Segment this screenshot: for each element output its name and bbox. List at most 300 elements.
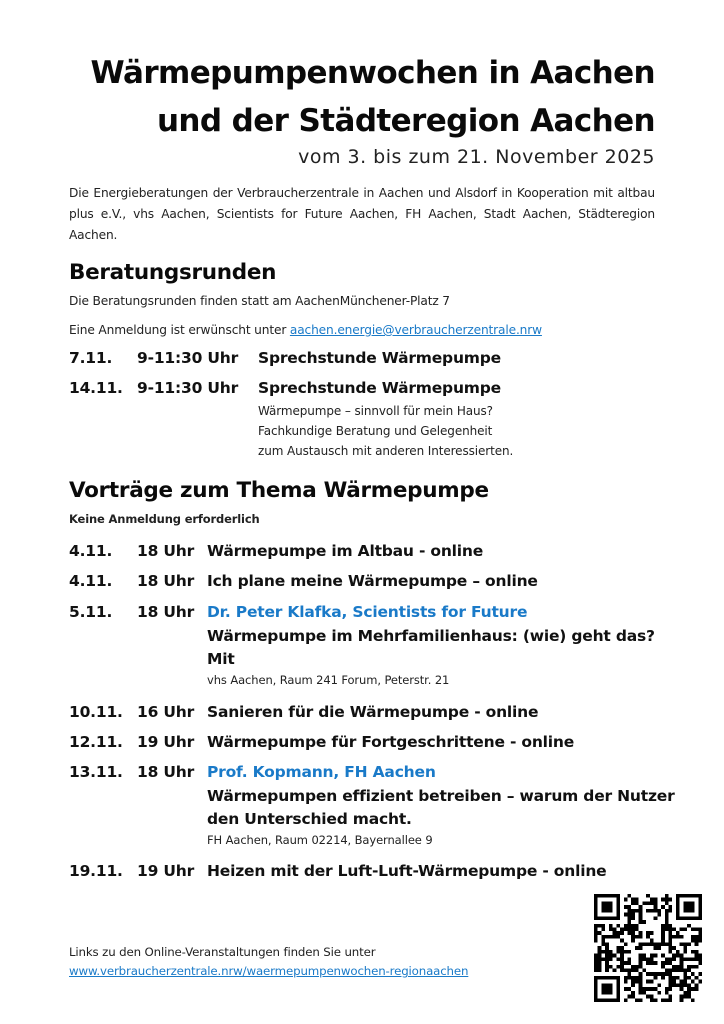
qr-module — [698, 972, 702, 976]
talk-title: Wärmepumpen effizient betreiben – warum der Nutzer — [207, 787, 675, 805]
qr-finder — [601, 901, 612, 912]
qr-module — [695, 939, 699, 943]
talk-title: Heizen mit der Luft-Luft-Wärmepumpe - online — [207, 862, 607, 880]
talk-date: 4.11. — [69, 572, 113, 590]
qr-module — [676, 950, 680, 954]
qr-module — [654, 946, 658, 950]
qr-module — [628, 928, 632, 932]
qr-module — [639, 909, 643, 913]
qr-module — [661, 898, 665, 902]
qr-module — [624, 980, 628, 984]
qr-module — [698, 928, 702, 932]
qr-module — [657, 983, 661, 987]
qr-module — [616, 950, 620, 954]
qr-module — [609, 950, 613, 954]
qr-module — [672, 965, 676, 969]
qr-module — [598, 965, 602, 969]
qr-module — [657, 942, 661, 946]
qr-module — [672, 976, 676, 980]
qr-module — [661, 924, 665, 928]
qr-module — [687, 965, 691, 969]
qr-module — [601, 924, 605, 928]
qr-module — [609, 954, 613, 958]
qr-module — [624, 898, 628, 902]
qr-module — [650, 939, 654, 943]
talk-time: 16 Uhr — [137, 703, 195, 721]
qr-module — [646, 894, 650, 898]
qr-module — [639, 980, 643, 984]
qr-code-icon[interactable] — [594, 893, 702, 1003]
qr-module — [650, 931, 654, 935]
qr-module — [635, 935, 639, 939]
qr-module — [639, 976, 643, 980]
qr-module — [598, 931, 602, 935]
qr-module — [635, 965, 639, 969]
qr-module — [680, 965, 684, 969]
qr-module — [668, 931, 672, 935]
qr-module — [665, 920, 669, 924]
qr-module — [646, 980, 650, 984]
qr-module — [631, 928, 635, 932]
qr-finder — [676, 916, 702, 920]
qr-module — [635, 976, 639, 980]
qr-module — [661, 905, 665, 909]
qr-module — [609, 928, 613, 932]
registration-prefix: Eine Anmeldung ist erwünscht unter — [69, 323, 290, 337]
qr-module — [628, 957, 632, 961]
qr-module — [642, 901, 646, 905]
qr-module — [631, 980, 635, 984]
qr-module — [661, 998, 665, 1002]
qr-module — [646, 995, 650, 999]
qr-align — [668, 968, 672, 987]
qr-module — [665, 972, 669, 976]
qr-module — [654, 898, 658, 902]
talk-title: Wärmepumpe im Mehrfamilienhaus: (wie) geht das? — [207, 627, 655, 645]
qr-module — [620, 928, 624, 932]
qr-finder — [594, 998, 620, 1002]
qr-module — [631, 983, 635, 987]
qr-module — [691, 928, 695, 932]
qr-module — [661, 976, 665, 980]
qr-module — [601, 935, 605, 939]
qr-finder — [616, 976, 620, 1002]
qr-module — [616, 935, 620, 939]
qr-finder — [676, 894, 702, 898]
qr-module — [650, 995, 654, 999]
qr-module — [609, 965, 613, 969]
qr-module — [683, 928, 687, 932]
qr-module — [639, 961, 643, 965]
talk-time: 18 Uhr — [137, 572, 195, 590]
qr-module — [639, 946, 643, 950]
qr-module — [698, 939, 702, 943]
talk-title: Ich plane meine Wärmepumpe – online — [207, 572, 538, 590]
qr-module — [668, 909, 672, 913]
qr-module — [624, 950, 628, 954]
qr-module — [676, 931, 680, 935]
qr-module — [594, 931, 598, 935]
qr-module — [616, 931, 620, 935]
talk-date: 12.11. — [69, 733, 123, 751]
qr-module — [661, 935, 665, 939]
qr-module — [639, 983, 643, 987]
qr-module — [631, 968, 635, 972]
qr-module — [650, 898, 654, 902]
qr-finder — [616, 894, 620, 920]
qr-module — [661, 961, 665, 965]
qr-module — [665, 987, 669, 991]
qr-module — [620, 950, 624, 954]
qr-module — [642, 954, 646, 958]
qr-module — [646, 972, 650, 976]
qr-module — [650, 972, 654, 976]
qr-module — [668, 961, 672, 965]
qr-module — [631, 898, 635, 902]
qr-module — [594, 935, 598, 939]
qr-module — [654, 916, 658, 920]
session-date: 14.11. — [69, 379, 123, 397]
talk-date: 13.11. — [69, 763, 123, 781]
qr-finder — [594, 894, 598, 920]
qr-module — [631, 935, 635, 939]
qr-module — [631, 916, 635, 920]
qr-module — [654, 961, 658, 965]
qr-module — [687, 983, 691, 987]
session-title: Sprechstunde Wärmepumpe — [258, 349, 501, 367]
qr-module — [654, 901, 658, 905]
qr-module — [668, 935, 672, 939]
qr-module — [683, 991, 687, 995]
qr-module — [698, 957, 702, 961]
qr-module — [598, 957, 602, 961]
qr-module — [635, 901, 639, 905]
qr-module — [639, 987, 643, 991]
qr-module — [631, 931, 635, 935]
beratung-registration — [69, 323, 542, 337]
qr-module — [646, 961, 650, 965]
qr-module — [598, 950, 602, 954]
qr-module — [665, 998, 669, 1002]
qr-module — [628, 909, 632, 913]
qr-module — [639, 905, 643, 909]
qr-module — [609, 957, 613, 961]
qr-module — [628, 995, 632, 999]
qr-finder — [594, 976, 620, 980]
qr-module — [668, 939, 672, 943]
qr-module — [605, 950, 609, 954]
online-links-text: Links zu den Online-Veranstaltungen finden Sie unter — [69, 945, 376, 959]
qr-module — [605, 946, 609, 950]
qr-module — [654, 987, 658, 991]
qr-module — [668, 942, 672, 946]
qr-module — [665, 898, 669, 902]
talk-time: 19 Uhr — [137, 862, 195, 880]
qr-module — [594, 965, 598, 969]
qr-module — [605, 954, 609, 958]
qr-module — [609, 924, 613, 928]
session-title: Sprechstunde Wärmepumpe — [258, 379, 501, 397]
qr-module — [657, 991, 661, 995]
qr-module — [605, 965, 609, 969]
qr-module — [668, 946, 672, 950]
qr-module — [665, 924, 669, 928]
qr-module — [642, 957, 646, 961]
qr-module — [672, 980, 676, 984]
qr-module — [657, 946, 661, 950]
qr-module — [613, 931, 617, 935]
qr-module — [639, 972, 643, 976]
qr-module — [605, 957, 609, 961]
qr-module — [680, 954, 684, 958]
qr-module — [680, 987, 684, 991]
qr-module — [672, 935, 676, 939]
qr-module — [635, 924, 639, 928]
qr-module — [639, 920, 643, 924]
qr-module — [646, 931, 650, 935]
qr-module — [628, 913, 632, 917]
qr-module — [631, 995, 635, 999]
qr-module — [639, 935, 643, 939]
qr-module — [661, 972, 665, 976]
qr-module — [594, 939, 598, 943]
qr-module — [624, 987, 628, 991]
qr-module — [601, 957, 605, 961]
session-description — [258, 401, 513, 461]
qr-module — [668, 905, 672, 909]
talk-date: 5.11. — [69, 603, 113, 621]
qr-module — [605, 935, 609, 939]
qr-module — [620, 939, 624, 943]
qr-finder — [683, 901, 694, 912]
qr-module — [657, 972, 661, 976]
qr-module — [657, 909, 661, 913]
qr-module — [594, 924, 598, 928]
qr-module — [672, 957, 676, 961]
page-title-line-2: und der Städteregion Aachen — [156, 103, 655, 139]
qr-module — [642, 942, 646, 946]
qr-module — [628, 972, 632, 976]
qr-module — [613, 935, 617, 939]
qr-module — [594, 957, 598, 961]
qr-module — [661, 939, 665, 943]
qr-module — [683, 950, 687, 954]
qr-module — [654, 976, 658, 980]
registration-email-link[interactable]: aachen.energie@verbraucherzentrale.nrw — [289, 323, 542, 337]
talk-title: Wärmepumpe für Fortgeschrittene - online — [207, 733, 575, 751]
qr-module — [698, 935, 702, 939]
qr-module — [676, 935, 680, 939]
qr-module — [613, 968, 617, 972]
qr-module — [601, 939, 605, 943]
talk-date: 19.11. — [69, 862, 123, 880]
qr-module — [695, 942, 699, 946]
qr-module — [683, 957, 687, 961]
qr-module — [631, 976, 635, 980]
qr-module — [650, 957, 654, 961]
qr-module — [613, 928, 617, 932]
qr-module — [650, 998, 654, 1002]
qr-module — [624, 998, 628, 1002]
qr-module — [616, 965, 620, 969]
qr-module — [687, 924, 691, 928]
qr-module — [620, 946, 624, 950]
qr-module — [601, 928, 605, 932]
qr-module — [695, 957, 699, 961]
qr-module — [680, 957, 684, 961]
qr-module — [695, 976, 699, 980]
qr-module — [676, 954, 680, 958]
qr-module — [661, 942, 665, 946]
session-time: 9-11:30 Uhr — [137, 349, 239, 367]
talk-date: 10.11. — [69, 703, 123, 721]
qr-module — [683, 995, 687, 999]
qr-module — [628, 931, 632, 935]
qr-module — [650, 909, 654, 913]
qr-module — [691, 980, 695, 984]
qr-module — [642, 920, 646, 924]
qr-module — [639, 931, 643, 935]
qr-module — [628, 920, 632, 924]
qr-module — [624, 905, 628, 909]
talk-location: FH Aachen, Raum 02214, Bayernallee 9 — [207, 833, 433, 847]
qr-finder — [594, 916, 620, 920]
qr-module — [620, 961, 624, 965]
vortraege-note: Keine Anmeldung erforderlich — [69, 512, 260, 526]
qr-module — [646, 901, 650, 905]
qr-module — [635, 946, 639, 950]
qr-module — [687, 987, 691, 991]
qr-module — [668, 987, 672, 991]
qr-module — [680, 935, 684, 939]
qr-module — [601, 950, 605, 954]
qr-module — [654, 909, 658, 913]
qr-module — [628, 894, 632, 898]
qr-module — [598, 968, 602, 972]
qr-module — [698, 961, 702, 965]
qr-module — [594, 928, 598, 932]
qr-module — [594, 954, 598, 958]
qr-module — [665, 991, 669, 995]
qr-module — [628, 924, 632, 928]
qr-module — [605, 961, 609, 965]
qr-module — [639, 957, 643, 961]
qr-module — [650, 901, 654, 905]
qr-align — [683, 968, 687, 987]
qr-module — [665, 909, 669, 913]
qr-module — [639, 965, 643, 969]
qr-module — [691, 987, 695, 991]
qr-module — [642, 968, 646, 972]
qr-module — [691, 935, 695, 939]
session-description-line: Fachkundige Beratung und Gelegenheit — [258, 424, 493, 438]
qr-module — [624, 961, 628, 965]
qr-module — [695, 987, 699, 991]
qr-module — [665, 928, 669, 932]
qr-module — [631, 939, 635, 943]
qr-module — [695, 954, 699, 958]
qr-module — [695, 935, 699, 939]
qr-module — [687, 957, 691, 961]
qr-module — [620, 965, 624, 969]
qr-module — [631, 909, 635, 913]
qr-module — [646, 957, 650, 961]
qr-module — [665, 961, 669, 965]
session-date: 7.11. — [69, 349, 113, 367]
qr-module — [695, 965, 699, 969]
talk-speaker: Prof. Kopmann, FH Aachen — [207, 763, 436, 781]
qr-finder — [698, 894, 702, 920]
qr-module — [598, 946, 602, 950]
qr-module — [695, 983, 699, 987]
qr-module — [609, 935, 613, 939]
qr-module — [680, 998, 684, 1002]
talk-location: vhs Aachen, Raum 241 Forum, Peterstr. 21 — [207, 673, 450, 687]
qr-module — [650, 954, 654, 958]
qr-module — [661, 928, 665, 932]
qr-module — [665, 894, 669, 898]
qr-module — [691, 939, 695, 943]
qr-module — [639, 998, 643, 1002]
qr-module — [668, 995, 672, 999]
qr-module — [691, 965, 695, 969]
qr-module — [631, 901, 635, 905]
qr-module — [668, 957, 672, 961]
qr-module — [687, 942, 691, 946]
qr-module — [624, 913, 628, 917]
qr-module — [594, 968, 598, 972]
session-time: 9-11:30 Uhr — [137, 379, 239, 397]
qr-finder — [594, 894, 620, 898]
qr-module — [639, 913, 643, 917]
qr-module — [698, 931, 702, 935]
qr-module — [661, 965, 665, 969]
qr-module — [616, 957, 620, 961]
qr-module — [624, 968, 628, 972]
qr-module — [672, 954, 676, 958]
qr-module — [680, 995, 684, 999]
qr-module — [628, 987, 632, 991]
qr-module — [665, 901, 669, 905]
qr-module — [628, 968, 632, 972]
qr-module — [646, 909, 650, 913]
qr-module — [680, 980, 684, 984]
qr-align — [676, 976, 680, 980]
talk-title: Wärmepumpe im Altbau - online — [207, 542, 484, 560]
qr-module — [680, 942, 684, 946]
qr-module — [646, 935, 650, 939]
qr-module — [665, 968, 669, 972]
qr-module — [657, 913, 661, 917]
qr-module — [624, 976, 628, 980]
qr-module — [624, 928, 628, 932]
talk-time: 19 Uhr — [137, 733, 195, 751]
qr-module — [635, 968, 639, 972]
qr-module — [598, 961, 602, 965]
qr-module — [635, 980, 639, 984]
beratung-location: Die Beratungsrunden finden statt am AachenMünchener-Platz 7 — [69, 294, 450, 308]
qr-module — [646, 942, 650, 946]
qr-module — [683, 942, 687, 946]
qr-module — [628, 961, 632, 965]
online-links-url[interactable]: www.verbraucherzentrale.nrw/waermepumpenwochen-regionaachen — [69, 964, 469, 978]
qr-module — [698, 980, 702, 984]
qr-module — [620, 954, 624, 958]
qr-module — [665, 957, 669, 961]
qr-module — [631, 991, 635, 995]
qr-finder — [594, 976, 598, 1002]
qr-module — [620, 957, 624, 961]
